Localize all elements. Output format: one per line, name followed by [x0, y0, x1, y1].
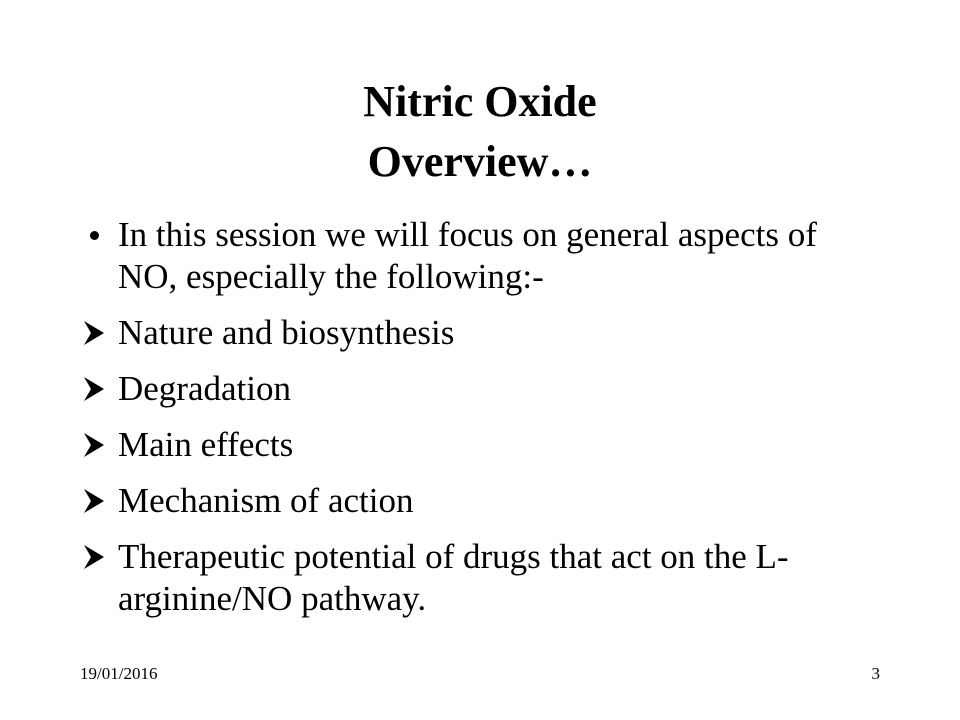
list-item-text: Therapeutic potential of drugs that act on the L-arginine/NO pathway.: [118, 537, 789, 618]
intro-bullet-text: In this session we will focus on general aspects of NO, especially the following:-: [118, 215, 817, 296]
arrow-bullet-icon: [82, 377, 110, 401]
arrow-bullet-icon: [82, 433, 110, 457]
list-item: [82, 424, 882, 466]
page-number: 3: [871, 664, 880, 683]
arrow-bullet-icon: [82, 545, 110, 569]
title-line-1: Nitric Oxide: [363, 77, 597, 126]
list-item-text: Mechanism of action: [118, 481, 414, 520]
title-line-2: Overview…: [367, 137, 593, 186]
bullet-dot-icon: [90, 231, 99, 240]
list-item-text: Nature and biosynthesis: [118, 313, 455, 352]
list-item-text: Degradation: [118, 369, 291, 408]
slide-content: [82, 214, 882, 634]
list-item: [82, 368, 882, 410]
slide-title: [0, 72, 960, 192]
arrow-bullet-icon: [82, 489, 110, 513]
list-item: [82, 312, 882, 354]
list-item: [82, 536, 882, 620]
footer-date: 19/01/2016: [80, 664, 158, 683]
list-item-text: Main effects: [118, 425, 294, 464]
arrow-bullet-icon: [82, 321, 110, 345]
intro-bullet-item: [82, 214, 882, 298]
list-item: [82, 480, 882, 522]
